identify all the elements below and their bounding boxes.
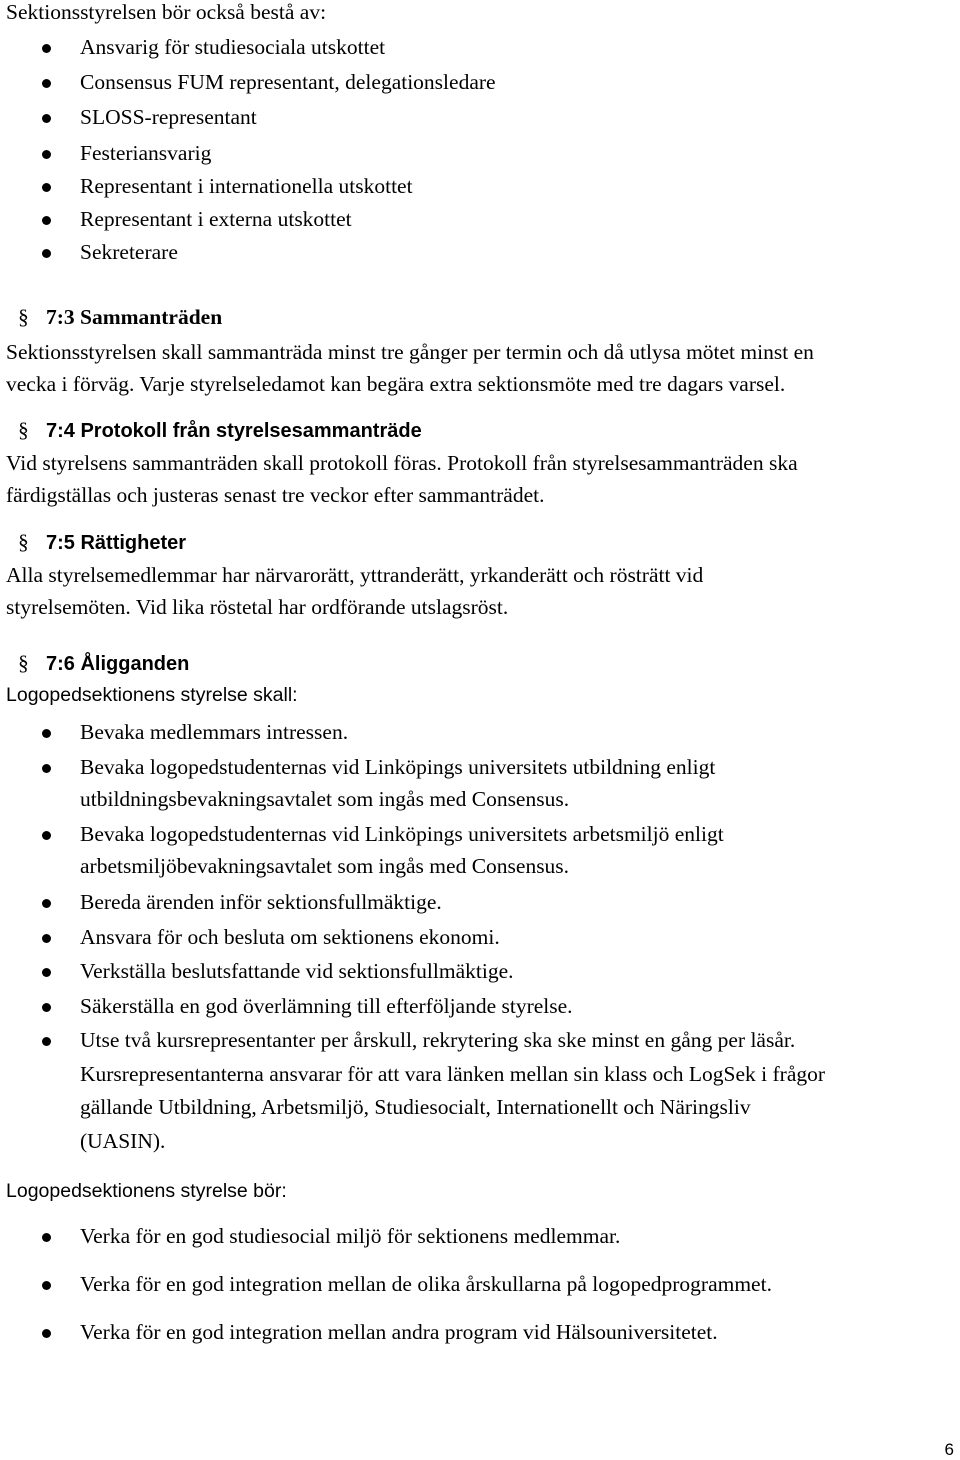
bullet-icon bbox=[42, 44, 51, 53]
paragraph-line: styrelsemöten. Vid lika röstetal har ordförande utslagsröst. bbox=[6, 595, 509, 619]
list-item: Representant i internationella utskottet bbox=[0, 176, 496, 209]
list-item: Sekreterare bbox=[0, 242, 496, 275]
intro-list bbox=[0, 37, 496, 275]
list-item: Bevaka medlemmars intressen. bbox=[0, 722, 825, 757]
bullet-icon bbox=[42, 249, 51, 258]
list-item: Representant i externa utskottet bbox=[0, 209, 496, 242]
paragraph-line: vecka i förväg. Varje styrelseledamot kan begära extra sektionsmöte med tre dagars varsel. bbox=[6, 372, 786, 396]
section-title: 7:4 Protokoll från styrelsesammanträde bbox=[46, 420, 422, 442]
list-item: Säkerställa en god överlämning till efterföljande styrelse. bbox=[0, 996, 825, 1030]
section-heading-7-6 bbox=[6, 653, 189, 675]
list-item: Ansvara för och besluta om sektionens ekonomi. bbox=[0, 927, 825, 961]
bullet-icon bbox=[42, 968, 51, 977]
list-item: Utse två kursrepresentanter per årskull, rekrytering ska ske minst en gång per läsår. Kursrepresentanterna ansvarar för att vara länken mellan sin klass och LogSek i frågor gällande Utbildning, Arbetsmiljö, Studiesocialt, Internationellt och Näringsliv (UASIN). bbox=[0, 1030, 825, 1165]
list-item: Consensus FUM representant, delegationsledare bbox=[0, 72, 496, 107]
bullet-icon bbox=[42, 1329, 51, 1338]
bullet-icon bbox=[42, 1233, 51, 1242]
list-item: Verka för en god integration mellan andra program vid Hälsouniversitetet. bbox=[0, 1322, 772, 1362]
bor-list bbox=[0, 1226, 772, 1362]
section-symbol: § bbox=[18, 418, 29, 442]
skall-list bbox=[0, 722, 825, 1165]
list-item: Verka för en god studiesocial miljö för sektionens medlemmar. bbox=[0, 1226, 772, 1274]
bullet-icon bbox=[42, 1281, 51, 1290]
section-title: 7:6 Åligganden bbox=[46, 653, 190, 675]
paragraph-line: Sektionsstyrelsen skall sammanträda minst tre gånger per termin och då utlysa mötet minst en bbox=[6, 340, 814, 364]
bullet-icon bbox=[42, 1003, 51, 1012]
intro-text: Sektionsstyrelsen bör också bestå av: bbox=[6, 0, 327, 24]
paragraph-line: färdigställas och justeras senast tre veckor efter sammanträdet. bbox=[6, 483, 545, 507]
bullet-icon bbox=[42, 934, 51, 943]
section-heading-7-5 bbox=[6, 532, 186, 554]
bor-label: Logopedsektionens styrelse bör: bbox=[6, 1180, 287, 1202]
section-title: 7:5 Rättigheter bbox=[46, 532, 187, 554]
bullet-icon bbox=[42, 79, 51, 88]
paragraph-line: Alla styrelsemedlemmar har närvarorätt, yttranderätt, yrkanderätt och rösträtt vid bbox=[6, 563, 704, 587]
bullet-icon bbox=[42, 216, 51, 225]
bullet-icon bbox=[42, 899, 51, 908]
section-heading-7-4 bbox=[6, 420, 422, 442]
list-item: SLOSS-representant bbox=[0, 107, 496, 143]
section-title: 7:3 Sammanträden bbox=[46, 305, 223, 329]
section-heading-7-3 bbox=[6, 307, 222, 329]
bullet-icon bbox=[42, 831, 51, 840]
section-symbol: § bbox=[18, 305, 29, 329]
bullet-icon bbox=[42, 114, 51, 123]
list-item: Verka för en god integration mellan de olika årskullarna på logopedprogrammet. bbox=[0, 1274, 772, 1322]
bullet-icon bbox=[42, 764, 51, 773]
bullet-icon bbox=[42, 729, 51, 738]
skall-label: Logopedsektionens styrelse skall: bbox=[6, 684, 298, 706]
section-symbol: § bbox=[18, 530, 29, 554]
page-number: 6 bbox=[944, 1440, 954, 1459]
list-item: Bereda ärenden inför sektionsfullmäktige. bbox=[0, 892, 825, 927]
bullet-icon bbox=[42, 150, 51, 159]
section-symbol: § bbox=[18, 651, 29, 675]
paragraph-line: Vid styrelsens sammanträden skall protokoll föras. Protokoll från styrelsesammanträden ska bbox=[6, 451, 798, 475]
list-item: Festeriansvarig bbox=[0, 143, 496, 176]
list-item: Bevaka logopedstudenternas vid Linköpings universitets arbetsmiljö enligt arbetsmiljöbevakningsavtalet som ingås med Consensus. bbox=[0, 824, 825, 892]
bullet-icon bbox=[42, 183, 51, 192]
list-item: Ansvarig för studiesociala utskottet bbox=[0, 37, 496, 72]
list-item: Bevaka logopedstudenternas vid Linköpings universitets utbildning enligt utbildningsbevakningsavtalet som ingås med Consensus. bbox=[0, 757, 825, 824]
list-item: Verkställa beslutsfattande vid sektionsfullmäktige. bbox=[0, 961, 825, 996]
bullet-icon bbox=[42, 1037, 51, 1046]
